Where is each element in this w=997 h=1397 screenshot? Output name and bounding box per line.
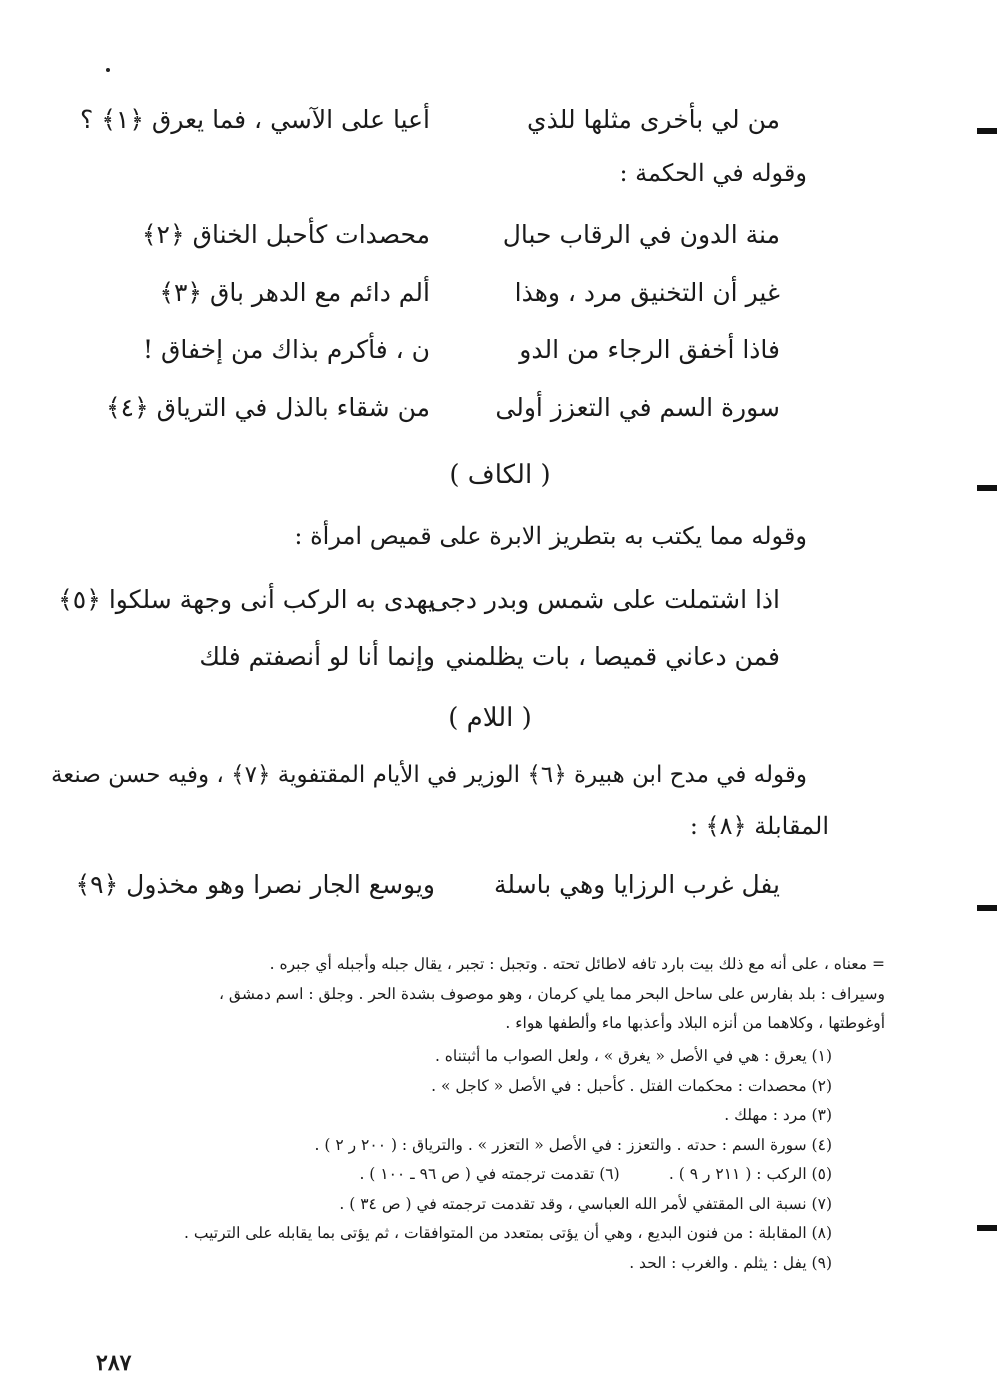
verse-line [100, 383, 780, 433]
footnote-item: (٣) مرد : مهلك . [724, 1106, 832, 1124]
margin-mark [977, 128, 997, 134]
footnote-item: (٨) المقابلة : من فنون البديع ، وهي أن يؤتى بمتعدد من المتوافقات ، ثم يؤتى بما يقابله على الترتيب . [184, 1224, 832, 1242]
verse-line [58, 575, 780, 625]
footnote-item: (٥) الركب : ( ٢١١ ر ٩ ) . (٦) تقدمت ترجمته في ( ص ٩٦ ـ ١٠٠ ) . [359, 1165, 832, 1183]
verse-first-hemistich: غير أن التخنيق مرد ، وهذا [514, 278, 780, 307]
verse-first-hemistich: سورة السم في التعزز أولى [495, 393, 780, 422]
verse-second-hemistich: ن ، فأكرم بذاك من إخفاق ! [142, 335, 430, 364]
verse-second-hemistich: ويوسع الجار نصرا وهو مخذول ﴿٩﴾ [75, 870, 435, 899]
verse-line [100, 210, 780, 260]
footnote-item: (١) يعرق : هي في الأصل « يغرق » ، ولعل الصواب ما أثبتناه . [434, 1047, 832, 1065]
margin-mark [977, 1225, 997, 1231]
page-number: ٢٨٧ [96, 1350, 132, 1376]
margin-mark [977, 485, 997, 491]
verse-second-hemistich: وإنما أنا لو أنصفتم فلك [199, 642, 435, 671]
verse-line [100, 268, 780, 318]
footnote-line: = معناه ، على أنه مع ذلك بيت بارد تافه لاطائل تحته . وتجبل : تجبر ، يقال جبله وأجبله أي جبره . [269, 955, 885, 973]
verse-first-hemistich: منة الدون في الرقاب حبال [502, 220, 780, 249]
verse-line [80, 95, 780, 145]
footnotes-list [72, 1042, 832, 1278]
verse-second-hemistich: من شقاء بالذل في الترياق ﴿٤﴾ [105, 393, 430, 422]
footnote-item: (٢) محصدات : محكمات الفتل . كأحبل : في الأصل « كاجل » . [431, 1076, 832, 1095]
verse-second-hemistich: ألم دائم مع الدهر باق ﴿٣﴾ [159, 278, 430, 307]
intro-kaf: وقوله مما يكتب به بتطريز الابرة على قميص امرأة : [294, 522, 807, 550]
verse-first-hemistich: يفل غرب الرزايا وهي باسلة [494, 870, 780, 899]
verse-second-hemistich: أعيا على الآسي ، فما يعرق ﴿١﴾ ؟ [80, 105, 430, 134]
intro-lam-line-1: وقوله في مدح ابن هبيرة ﴿٦﴾ الوزير في الأيام المقتفوية ﴿٧﴾ ، وفيه حسن صنعة [50, 762, 807, 788]
footnote-line: أوغوطتها ، وكلاهما من أنزه البلاد وأعذبها ماء وألطفها هواء . [505, 1014, 885, 1032]
footnote-item: (٤) سورة السم : حدته . والتعزز : في الأصل « التعزر » . والترياق : ( ٢٠٠ ر ٢ ) . [314, 1135, 832, 1154]
intro-lam-line-2: المقابلة ﴿٨﴾ : [689, 812, 829, 840]
verse-first-hemistich: فمن دعاني قميصا ، بات يظلمني [445, 642, 780, 671]
intro-hikma: وقوله في الحكمة : [619, 159, 807, 187]
section-heading-lam: ( اللام ) [448, 703, 532, 733]
verse-first-hemistich: من لي بأخرى مثلها للذي [527, 105, 780, 134]
footnotes-continuation [85, 950, 885, 1039]
verse-first-hemistich: فاذا أخفق الرجاء من الدو [519, 335, 780, 364]
stray-mark [106, 68, 110, 72]
verse-line [75, 860, 780, 910]
footnote-item: (٩) يفل : يثلم . والغرب : الحد . [629, 1253, 832, 1272]
verse-first-hemistich: اذا اشتملت على شمس وبدر دجى [429, 585, 780, 614]
footnote-line: وسيراف : بلد بفارس على ساحل البحر مما يلي كرمان ، وهو موصوف بشدة الحر . وجلق : اسم دمشق ، [218, 984, 885, 1003]
section-heading-kaf: ( الكاف ) [449, 460, 551, 490]
verse-second-hemistich: محصدات كأحبل الخناق ﴿٢﴾ [141, 220, 430, 249]
verse-line [95, 632, 780, 682]
verse-second-hemistich: يهدى به الركب أنى وجهة سلكوا ﴿٥﴾ [58, 585, 435, 614]
verse-line [100, 325, 780, 375]
footnote-item: (٧) نسبة الى المقتفي لأمر الله العباسي ، وقد تقدمت ترجمته في ( ص ٣٤ ) . [339, 1194, 832, 1213]
margin-mark [977, 905, 997, 911]
